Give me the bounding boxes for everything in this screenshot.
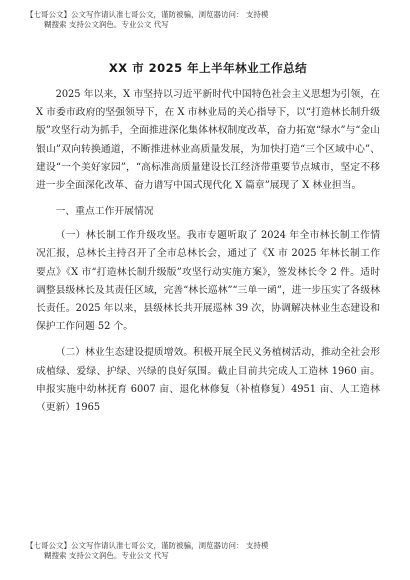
item-2-paragraph: （二）林业生态建设提质增效。积极开展全民义务植树活动，推动全社会形成植绿、爱绿、护绿、兴绿的良好氛围。截止目前共完成人工造林 1960 亩。申报实施中幼林抚育 6007 亩、退化林修复（补植修复）4951 亩、人工造林（更新）1965: [36, 347, 380, 414]
item-1-paragraph: （一）林长制工作升级攻坚。我市专题听取了 2024 年全市林长制工作情况汇报，总林长主持召开了全市总林长会，通过了《X 市 2025 年林长制工作要点》《X 市“打造林长制升级版”攻坚行动实施方案》，签发林长令 2 件。适时调整县级林长及其责任区域，完善“林长巡林”“三单一函”，进一步压实了各级林长责任。2025 年以来，县级林长共开展巡林 39 次，协调解决林业生态建设和保护工作问题 52 个。: [36, 230, 380, 333]
document-page: [36, 60, 380, 425]
top-banner-line-1: 【七哥公文】公文写作请认准七哥公文，谨防被骗，浏览器访问： 支持模: [26, 10, 269, 19]
top-banner-line-2: 糊搜索 支持公文润色。专业公文 代写: [44, 20, 169, 29]
section-heading: 一、重点工作开展情况: [55, 206, 154, 218]
document-title: XX 市 2025 年上半年林业工作总结: [108, 61, 308, 75]
bottom-banner-line-1: 【七哥公文】公文写作请认准七哥公文，谨防被骗，浏览器访问： 支持模: [26, 541, 269, 550]
bottom-banner-line-2: 糊搜索 支持公文润色。专业公文 代写: [44, 551, 169, 560]
bottom-watermark-banner: [26, 541, 390, 561]
intro-paragraph: 2025 年以来，X 市坚持以习近平新时代中国特色社会主义思想为引领，在 X 市委市政府的坚强领导下，在 X 市林业局的关心指导下，以“打造林长制升级版”攻坚行动为抓手，全面推进深化集体林权制度改革，奋力拓宽“绿水”与“金山银山”双向转换通道，不断推进林业高质量发展，为加快打造“三个区域中心”、建设“一个美好家园”，“高标准高质量建设长江经济带重要节点城市，坚定不移进一步全面深化改革、奋力谱写中国式现代化 X 篇章”展现了 X 林业担当。: [36, 89, 380, 192]
top-watermark-banner: [26, 10, 390, 30]
